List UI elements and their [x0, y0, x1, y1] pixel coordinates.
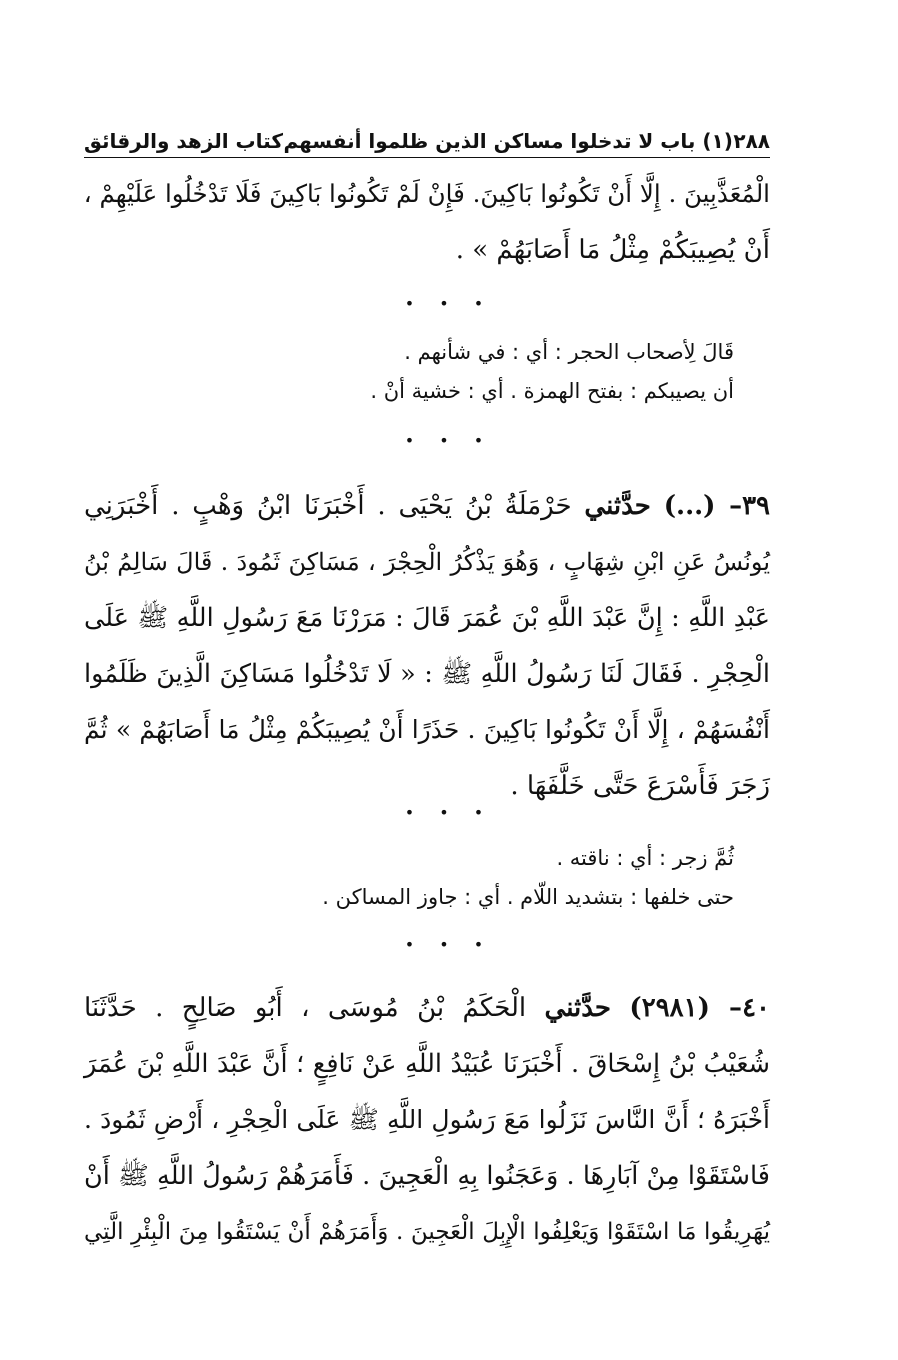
- text-line: يُهَرِيقُوا مَا اسْتَقَوْا وَيَعْلِفُوا الْإِبِلَ الْعَجِينَ . وَأَمَرَهُمْ أَنْ يَسْتَقُوا مِنَ الْبِئْرِ الَّتِي: [84, 1219, 770, 1245]
- page-number: ٢٨٨: [733, 129, 770, 153]
- text-line: عَبْدِ اللَّهِ : إِنَّ عَبْدَ اللَّهِ بْنَ عُمَرَ قَالَ : مَرَرْنَا مَعَ رَسُولِ اللَّهِ ﷺ عَلَى: [84, 603, 770, 633]
- note-line: قَالَ لِأصحاب الحجر : أي : في شأنهم .: [404, 340, 734, 364]
- note-line: ثُمَّ زجر : أي : ناقته .: [556, 846, 734, 870]
- haddathani-word: حدَّثني: [584, 491, 651, 521]
- haddathani-word: حدَّثني: [544, 993, 612, 1023]
- chapter-title: (١) باب لا تدخلوا مساكن الذين ظلموا أنفسهم: [283, 129, 733, 153]
- section-separator: • • •: [404, 803, 494, 822]
- hadith-number: ٤٠– (٢٩٨١): [629, 993, 770, 1023]
- hadith-number: ٣٩– (...): [663, 491, 771, 521]
- text-line: أَنْفُسَهُمْ ، إِلَّا أَنْ تَكُونُوا بَاكِينَ . حَذَرًا أَنْ يُصِيبَكُمْ مِثْلُ مَا أَصَابَهُمْ » ثُمَّ: [84, 715, 770, 744]
- running-header: [84, 115, 770, 153]
- text-line: الْحِجْرِ . فَقَالَ لَنَا رَسُولُ اللَّهِ ﷺ : « لَا تَدْخُلُوا مَسَاكِنَ الَّذِينَ ظَلَمُوا: [84, 659, 770, 689]
- text-line: فَاسْتَقَوْا مِنْ آبَارِهَا . وَعَجَنُوا بِهِ الْعَجِينَ . فَأَمَرَهُمْ رَسُولُ اللَّهِ ﷺ أَنْ: [84, 1161, 770, 1191]
- text-line: الْمُعَذَّبِينَ . إِلَّا أَنْ تَكُونُوا بَاكِينَ. فَإِنْ لَمْ تَكُونُوا بَاكِينَ فَلَا تَدْخُلُوا عَلَيْهِمْ ،: [83, 179, 770, 208]
- book-title: كتاب الزهد والرقائق: [84, 129, 283, 153]
- hadith-40: [84, 980, 770, 1260]
- text-line: يُونُسُ عَنِ ابْنِ شِهَابٍ ، وَهُوَ يَذْكُرُ الْحِجْرَ ، مَسَاكِنَ ثَمُودَ . قَالَ سَالِمُ بْنُ: [84, 548, 770, 576]
- note-line: أن يصيبكم : بفتح الهمزة . أي : خشية أنْ .: [370, 379, 734, 403]
- text-segment: الْحَكَمُ بْنُ مُوسَى ، أَبُو صَالِحٍ . حَدَّثَنَا: [84, 993, 527, 1023]
- note-2: [200, 839, 734, 917]
- hadith-first-line: [84, 478, 770, 534]
- note-1: [200, 333, 734, 411]
- text-line: شُعَيْبُ بْنُ إِسْحَاقَ . أَخْبَرَنَا عُبَيْدُ اللَّهِ عَنْ نَافِعٍ ؛ أَنَّ عَبْدَ اللَّهِ بْنَ عُمَرَ: [84, 1049, 770, 1079]
- text-line: أَخْبَرَهُ ؛ أَنَّ النَّاسَ نَزَلُوا مَعَ رَسُولِ اللَّهِ ﷺ عَلَى الْحِجْرِ ، أَرْضِ ثَمُودَ .: [84, 1105, 770, 1134]
- hadith-first-line: [84, 980, 770, 1036]
- intro-text: [84, 166, 770, 278]
- section-separator: • • •: [404, 431, 494, 450]
- text-line: زَجَرَ فَأَسْرَعَ حَتَّى خَلَّفَهَا .: [510, 771, 770, 801]
- hadith-39: [84, 478, 770, 814]
- header-rule: [84, 157, 770, 158]
- note-line: حتى خلفها : بتشديد اللّام . أي : جاوز المساكن .: [322, 885, 734, 909]
- section-separator: • • •: [404, 294, 494, 313]
- section-separator: • • •: [404, 935, 494, 954]
- text-line: أَنْ يُصِيبَكُمْ مِثْلُ مَا أَصَابَهُمْ » .: [455, 235, 770, 265]
- text-segment: حَرْمَلَةُ بْنُ يَحْيَى . أَخْبَرَنَا ابْنُ وَهْبٍ . أَخْبَرَنِي: [84, 491, 572, 521]
